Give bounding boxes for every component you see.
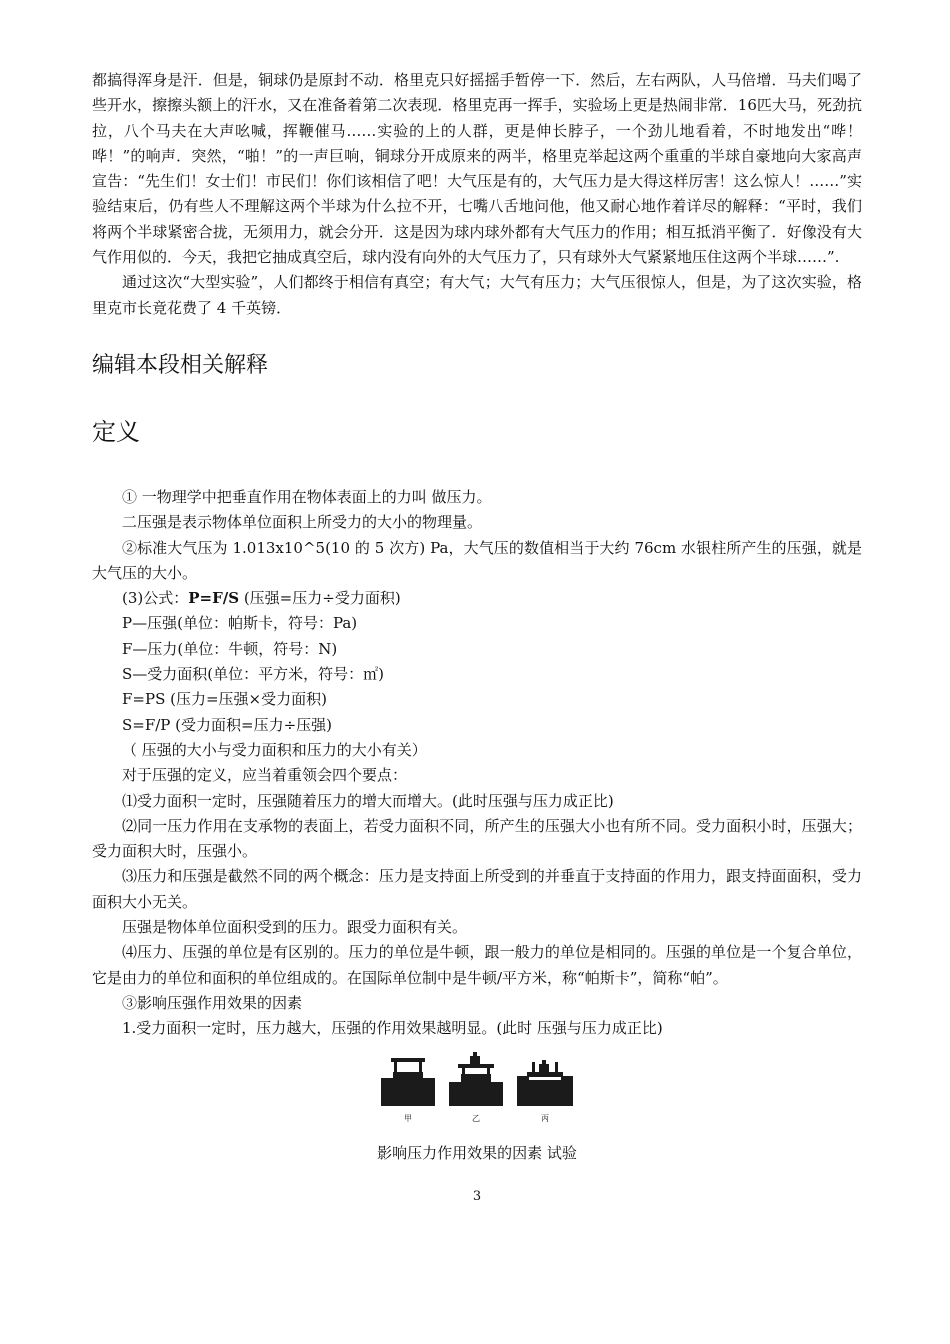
figure-caption: 影响压力作用效果的因素 试验: [377, 1143, 577, 1162]
formula-bold: P=F/S: [188, 589, 240, 608]
definition-line: 二压强是表示物体单位面积上所受力的大小的物理量。: [122, 513, 483, 532]
story-paragraph-2: 通过这次“大型实验”，人们都终于相信有真空；有大气；大气有压力；大气压很惊人，但是，为了这次实验，格里克市长竟花费了 4 千英镑．: [92, 273, 862, 317]
figure-label-bing: 丙: [541, 1113, 549, 1123]
figure-label-jia: 甲: [404, 1113, 412, 1123]
definition-line: F—压力(单位：牛顿，符号：N): [122, 639, 338, 658]
definition-line: ⑶压力和压强是截然不同的两个概念：压力是支持面上所受到的并垂直于支持面的作用力，跟支持面面积，受力面积大小无关。: [92, 867, 862, 911]
sponge-block-yi: [449, 1052, 503, 1106]
sponge-block-jia: [381, 1058, 435, 1106]
definition-line: ⑴受力面积一定时，压强随着压力的增大而增大。(此时压强与压力成正比): [122, 791, 614, 810]
document-page: [92, 68, 862, 1204]
page-number: 3: [472, 1188, 482, 1204]
definition-line: （ 压强的大小与受力面积和压力的大小有关）: [122, 740, 427, 759]
sponge-block-bing: [517, 1060, 573, 1106]
definition-line: ③影响压强作用效果的因素: [122, 993, 303, 1012]
figure-label-yi: 乙: [472, 1113, 480, 1123]
formula-suffix: (压强=压力÷受力面积): [239, 589, 401, 608]
definition-line: S=F/P (受力面积=压力÷压强): [122, 715, 333, 734]
definition-line: ① 一物理学中把垂直作用在物体表面上的力叫 做压力。: [122, 487, 492, 506]
definition-line: ⑵同一压力作用在支承物的表面上，若受力面积不同，所产生的压强大小也有所不同。受力面积小时，压强大；受力面积大时，压强小。: [92, 816, 862, 861]
section-heading-definition: 定义: [92, 417, 140, 446]
definition-line: ②标准大气压为 1.013x10^5(10 的 5 次方) Pa，大气压的数值相当于大约 76cm 水银柱所产生的压强，就是大气压的大小。: [92, 538, 862, 582]
definition-line: P—压强(单位：帕斯卡，符号：Pa): [122, 614, 358, 633]
definition-block: [92, 485, 862, 1042]
definition-line: F=PS (压力=压强×受力面积): [122, 690, 327, 709]
pressure-experiment-figure: [92, 1050, 862, 1128]
formula-line: [92, 586, 862, 611]
formula-prefix: (3)公式：: [122, 589, 189, 608]
definition-line: 压强是物体单位面积受到的压力。跟受力面积有关。: [122, 918, 468, 937]
definition-line: ⑷压力、压强的单位是有区别的。压力的单位是牛顿，跟一般力的单位是相同的。压强的单位是一个复合单位，它是由力的单位和面积的单位组成的。在国际单位制中是牛顿/平方米，称“帕斯卡”，简称“帕”。: [92, 943, 862, 987]
definition-line: S—受力面积(单位：平方米，符号：㎡): [122, 665, 384, 684]
section-heading-edit: 编辑本段相关解释: [92, 352, 269, 378]
pressure-experiment-illustration: [377, 1050, 577, 1124]
definition-line: 1.受力面积一定时，压力越大，压强的作用效果越明显。(此时 压强与压力成正比): [122, 1019, 663, 1038]
story-paragraph-1: 都搞得浑身是汗．但是，铜球仍是原封不动．格里克只好摇摇手暂停一下．然后，左右两队，人马倍增．马夫们喝了些开水，擦擦头额上的汗水，又在准备着第二次表现．格里克再一挥手，实验场上更是热闹非常．16匹大马，死劲抗拉，八个马夫在大声吆喊，挥鞭催马……实验的上的人群，更是伸长脖子，一个劲儿地看着，不时地发出“哗！哗！”的响声．突然，“啪！”的一声巨响，铜球分开成原来的两半，格里克举起这两个重重的半球自豪地向大家高声宣告：“先生们！女士们！市民们！你们该相信了吧！大气压是有的，大气压力是大得这样厉害！这么惊人！……”实验结束后，仍有些人不理解这两个半球为什么拉不开，七嘴八舌地问他，他又耐心地作着详尽的解释：“平时，我们将两个半球紧密合拢，无须用力，就会分开．这是因为球内球外都有大气压力的作用；相互抵消平衡了．好像没有大气作用似的．今天，我把它抽成真空后，球内没有向外的大气压力了，只有球外大气紧紧地压住这两个半球……”.: [92, 71, 862, 267]
definition-line: 对于压强的定义，应当着重领会四个要点：: [122, 766, 408, 785]
